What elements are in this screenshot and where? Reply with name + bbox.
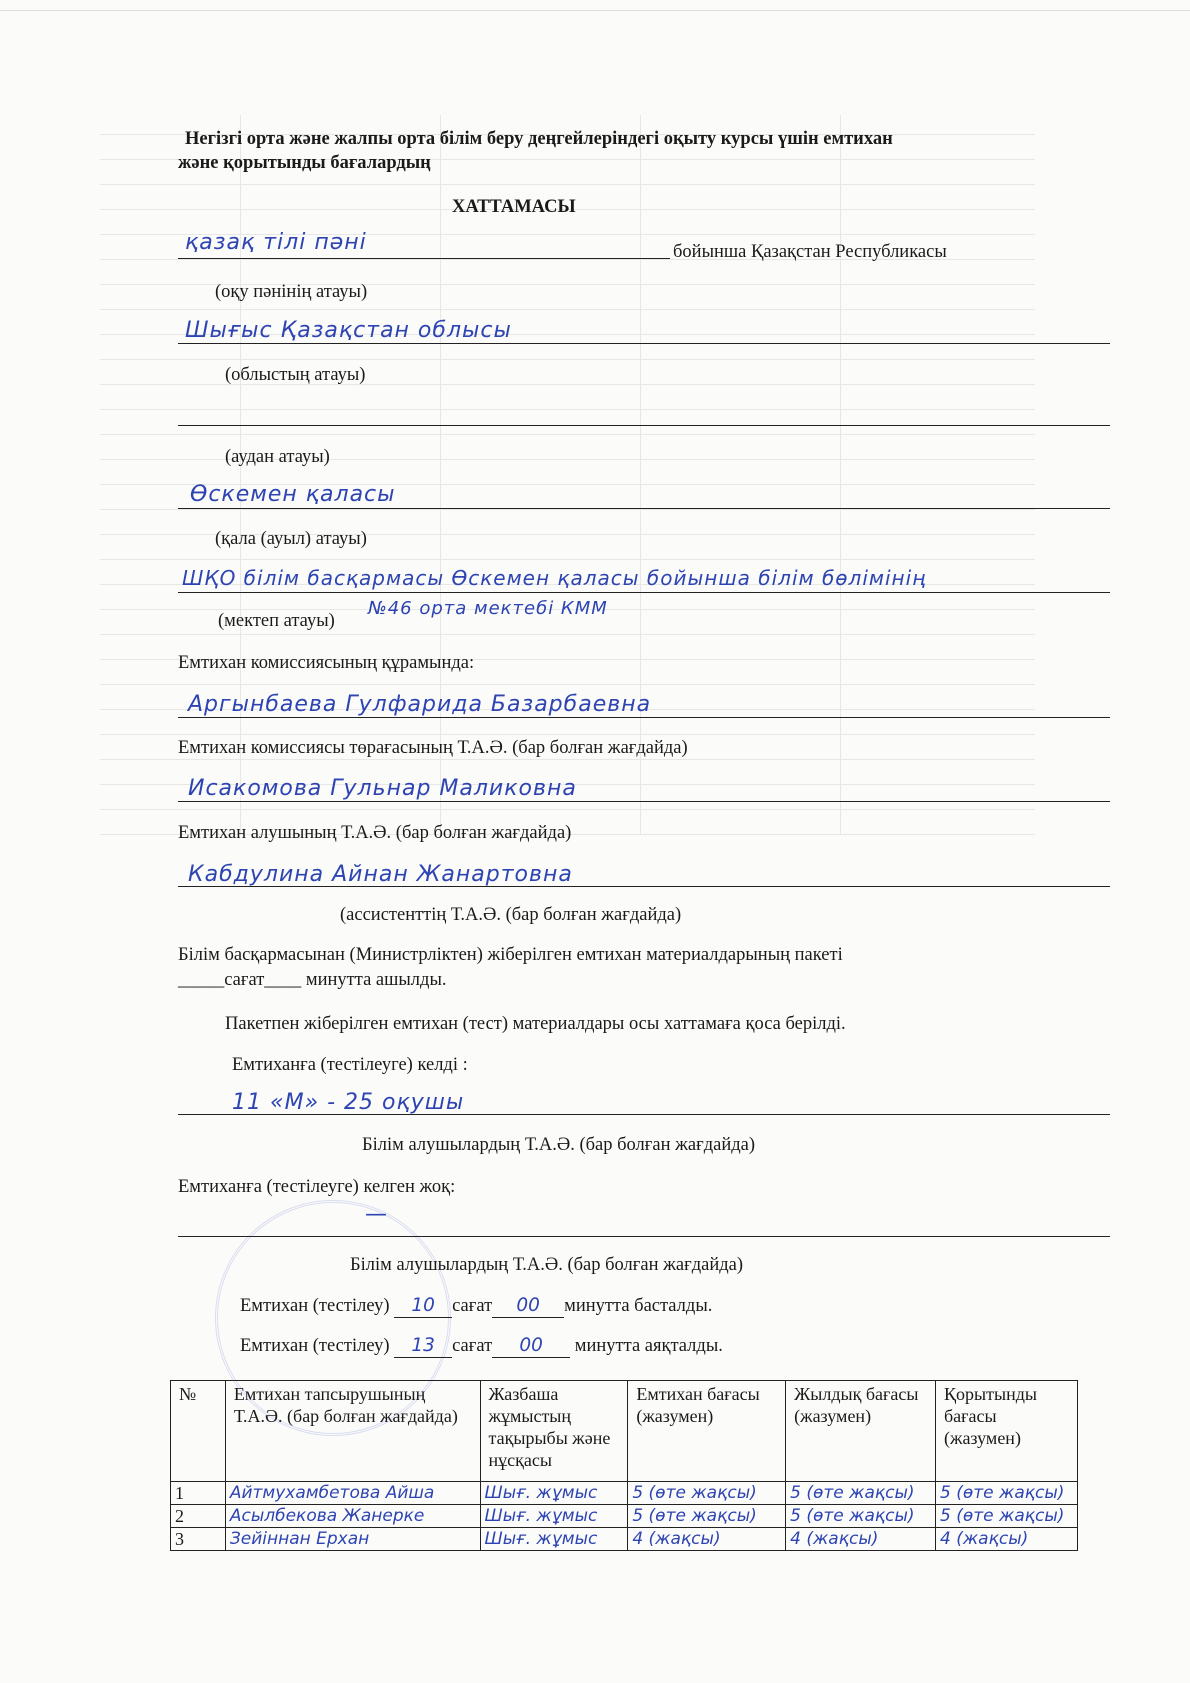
subject-handwritten: қазақ тілі пәні	[185, 230, 367, 255]
examiner-name-handwritten: Кабдулина Айнан Жанартовна	[188, 862, 573, 887]
commission-line	[178, 717, 1110, 718]
col-final-grade-header: Қорытынды бағасы (жазумен)	[936, 1381, 1078, 1482]
start-suffix: минутта басталды.	[564, 1296, 713, 1316]
exam-grade: 5 (өте жақсы)	[628, 1505, 786, 1528]
chairman-line	[178, 801, 1110, 802]
final-grade: 4 (жақсы)	[936, 1528, 1078, 1551]
student-name: Асылбекова Жанерке	[225, 1505, 480, 1528]
school-handwritten-line-2: №46 орта мектебі КММ	[368, 598, 608, 619]
end-mid: сағат	[452, 1336, 493, 1356]
show-through-grid	[100, 115, 1035, 835]
col-number-header: №	[171, 1381, 226, 1482]
annual-grade: 4 (жақсы)	[786, 1528, 936, 1551]
work-topic: Шығ. жұмыс	[480, 1482, 628, 1505]
start-mid: сағат	[452, 1296, 493, 1316]
work-topic: Шығ. жұмыс	[480, 1528, 628, 1551]
school-line	[178, 592, 1110, 593]
absent-caption: Білім алушылардың Т.А.Ә. (бар болған жағдайда)	[350, 1255, 744, 1275]
final-grade: 5 (өте жақсы)	[936, 1505, 1078, 1528]
results-table	[170, 1380, 1078, 1551]
region-line	[178, 343, 1110, 344]
region-caption: (облыстың атауы)	[225, 365, 366, 385]
absent-handwritten: —	[365, 1202, 388, 1227]
table-row	[171, 1528, 1078, 1551]
chairman-name-handwritten: Исакомова Гульнар Маликовна	[188, 776, 577, 801]
col-exam-grade-header: Емтихан бағасы (жазумен)	[628, 1381, 786, 1482]
start-minute: 00	[492, 1295, 564, 1318]
scan-edge	[0, 10, 1190, 11]
absent-line	[178, 1236, 1110, 1237]
col-student-header: Емтихан тапсырушының Т.А.Ә. (бар болған жағдайда)	[225, 1381, 480, 1482]
city-caption: (қала (ауыл) атауы)	[215, 529, 367, 549]
annual-grade: 5 (өте жақсы)	[786, 1482, 936, 1505]
end-minute: 00	[492, 1335, 570, 1358]
title-line-1: Негізгі орта және жалпы орта білім беру деңгейлеріндегі оқыту курсы үшін емтихан	[185, 129, 893, 149]
city-handwritten: Өскемен қаласы	[190, 482, 396, 507]
absent-label: Емтиханға (тестілеуге) келген жоқ:	[178, 1177, 456, 1197]
assistant-caption: (ассистенттің Т.А.Ә. (бар болған жағдайда)	[340, 905, 682, 925]
region-handwritten: Шығыс Қазақстан облысы	[185, 318, 512, 343]
table-row	[171, 1505, 1078, 1528]
city-line	[178, 508, 1110, 509]
school-caption: (мектеп атауы)	[218, 611, 335, 631]
table-row	[171, 1482, 1078, 1505]
student-name: Зейіннан Ерхан	[225, 1528, 480, 1551]
end-time	[240, 1335, 723, 1358]
examiner-line	[178, 886, 1110, 887]
end-suffix: минутта аяқталды.	[570, 1336, 723, 1356]
chairman-label: Емтихан комиссиясы төрағасының Т.А.Ә. (бар болған жағдайда)	[178, 738, 688, 758]
document-title: ХАТТАМАСЫ	[452, 197, 576, 217]
exam-grade: 5 (өте жақсы)	[628, 1482, 786, 1505]
attended-line	[178, 1114, 1110, 1115]
materials-line: Пакетпен жіберілген емтихан (тест) материалдары осы хаттамаға қоса берілді.	[225, 1014, 846, 1034]
package-line-1: Білім басқармасынан (Министрліктен) жіберілген емтихан материалдарының пакеті	[178, 945, 843, 965]
commission-member-handwritten: Аргынбаева Гулфарида Базарбаевна	[188, 692, 652, 717]
attended-caption: Білім алушылардың Т.А.Ә. (бар болған жағдайда)	[362, 1135, 756, 1155]
examiner-label: Емтихан алушының Т.А.Ә. (бар болған жағдайда)	[178, 823, 572, 843]
row-number: 2	[171, 1505, 226, 1528]
work-topic: Шығ. жұмыс	[480, 1505, 628, 1528]
annual-grade: 5 (өте жақсы)	[786, 1505, 936, 1528]
attended-label: Емтиханға (тестілеуге) келді :	[232, 1055, 468, 1075]
commission-label: Емтихан комиссиясының құрамында:	[178, 653, 475, 673]
end-hour: 13	[394, 1335, 452, 1358]
final-grade: 5 (өте жақсы)	[936, 1482, 1078, 1505]
end-prefix: Емтихан (тестілеу)	[240, 1336, 395, 1356]
row-number: 1	[171, 1482, 226, 1505]
package-line-2: _____сағат____ минутта ашылды.	[178, 970, 447, 990]
start-hour: 10	[394, 1295, 452, 1318]
row-number: 3	[171, 1528, 226, 1551]
student-name: Айтмухамбетова Айша	[225, 1482, 480, 1505]
title-line-2: және қорытынды бағалардың	[178, 153, 431, 173]
exam-grade: 4 (жақсы)	[628, 1528, 786, 1551]
col-topic-header: Жазбаша жұмыстың тақырыбы және нұсқасы	[480, 1381, 628, 1482]
subject-line	[178, 258, 670, 259]
district-line	[178, 425, 1110, 426]
subject-suffix: бойынша Қазақстан Республикасы	[673, 242, 947, 262]
table-header-row	[171, 1381, 1078, 1482]
attended-handwritten: 11 «М» - 25 оқушы	[232, 1090, 465, 1115]
district-caption: (аудан атауы)	[225, 447, 330, 467]
school-handwritten-line-1: ШҚО білім басқармасы Өскемен қаласы бойынша білім бөлімінің	[182, 566, 927, 590]
start-prefix: Емтихан (тестілеу)	[240, 1296, 395, 1316]
start-time	[240, 1295, 712, 1318]
subject-caption: (оқу пәнінің атауы)	[215, 282, 368, 302]
col-annual-grade-header: Жылдық бағасы (жазумен)	[786, 1381, 936, 1482]
